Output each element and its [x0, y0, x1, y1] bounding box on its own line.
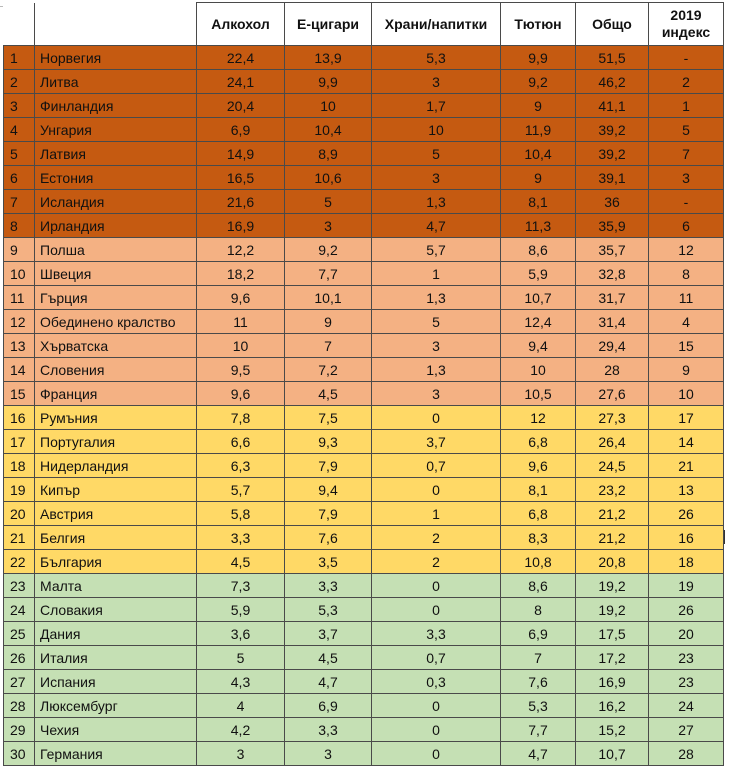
- index-cell: 23: [649, 646, 724, 670]
- cursor-mark: [724, 530, 725, 544]
- table-row: [4, 622, 724, 646]
- tobacco-cell: 9,2: [501, 70, 576, 94]
- table-row: [4, 190, 724, 214]
- index-cell: 17: [649, 406, 724, 430]
- alcohol-cell: 6,3: [197, 454, 285, 478]
- food-cell: 3: [372, 70, 501, 94]
- food-cell: 0: [372, 598, 501, 622]
- rank-cell: 12: [4, 310, 35, 334]
- table-row: [4, 214, 724, 238]
- rank-cell: 16: [4, 406, 35, 430]
- index-cell: 21: [649, 454, 724, 478]
- alcohol-cell: 14,9: [197, 142, 285, 166]
- tobacco-cell: 9,9: [501, 46, 576, 70]
- rank-cell: 25: [4, 622, 35, 646]
- index-cell: 2: [649, 70, 724, 94]
- country-cell: Хърватска: [35, 334, 197, 358]
- tax-index-table-container: [3, 2, 724, 766]
- table-body: [4, 46, 724, 766]
- index-cell: 1: [649, 94, 724, 118]
- total-cell: 41,1: [576, 94, 649, 118]
- country-cell: Франция: [35, 382, 197, 406]
- rank-cell: 27: [4, 670, 35, 694]
- rank-cell: 20: [4, 502, 35, 526]
- table-row: [4, 118, 724, 142]
- index-cell: -: [649, 46, 724, 70]
- table-row: [4, 262, 724, 286]
- food-cell: 0: [372, 406, 501, 430]
- alcohol-cell: 18,2: [197, 262, 285, 286]
- table-row: [4, 94, 724, 118]
- table-row: [4, 526, 724, 550]
- food-cell: 1: [372, 262, 501, 286]
- tobacco-cell: 8,6: [501, 574, 576, 598]
- rank-cell: 28: [4, 694, 35, 718]
- table-row: [4, 718, 724, 742]
- tobacco-cell: 9: [501, 166, 576, 190]
- rank-cell: 9: [4, 238, 35, 262]
- total-cell: 51,5: [576, 46, 649, 70]
- country-cell: Ирландия: [35, 214, 197, 238]
- table-row: [4, 310, 724, 334]
- rank-cell: 3: [4, 94, 35, 118]
- alcohol-cell: 5,8: [197, 502, 285, 526]
- index-cell: 28: [649, 742, 724, 766]
- country-cell: Малта: [35, 574, 197, 598]
- table-row: [4, 478, 724, 502]
- index-cell: 26: [649, 502, 724, 526]
- country-cell: Нидерландия: [35, 454, 197, 478]
- food-cell: 3: [372, 334, 501, 358]
- tobacco-cell: 12: [501, 406, 576, 430]
- total-cell: 16,2: [576, 694, 649, 718]
- country-cell: Италия: [35, 646, 197, 670]
- index-cell: 8: [649, 262, 724, 286]
- index-cell: 19: [649, 574, 724, 598]
- table-row: [4, 430, 724, 454]
- rank-cell: 17: [4, 430, 35, 454]
- ecig-cell: 5,3: [285, 598, 372, 622]
- tobacco-cell: 7,6: [501, 670, 576, 694]
- ecig-cell: 3,3: [285, 574, 372, 598]
- tobacco-cell: 5,3: [501, 694, 576, 718]
- ecig-cell: 6,9: [285, 694, 372, 718]
- tobacco-cell: 8,3: [501, 526, 576, 550]
- country-cell: Гърция: [35, 286, 197, 310]
- total-cell: 27,3: [576, 406, 649, 430]
- table-row: [4, 286, 724, 310]
- tobacco-cell: 6,9: [501, 622, 576, 646]
- header-country: [35, 3, 197, 46]
- table-row: [4, 70, 724, 94]
- header-ecig: Е-цигари: [285, 3, 372, 46]
- country-cell: Словакия: [35, 598, 197, 622]
- country-cell: Латвия: [35, 142, 197, 166]
- ecig-cell: 3,7: [285, 622, 372, 646]
- index-cell: 24: [649, 694, 724, 718]
- alcohol-cell: 5: [197, 646, 285, 670]
- tobacco-cell: 5,9: [501, 262, 576, 286]
- tobacco-cell: 10,4: [501, 142, 576, 166]
- rank-cell: 13: [4, 334, 35, 358]
- table-row: [4, 742, 724, 766]
- tobacco-cell: 7,7: [501, 718, 576, 742]
- tobacco-cell: 8: [501, 598, 576, 622]
- ecig-cell: 10,6: [285, 166, 372, 190]
- country-cell: Дания: [35, 622, 197, 646]
- rank-cell: 8: [4, 214, 35, 238]
- rank-cell: 23: [4, 574, 35, 598]
- table-row: [4, 166, 724, 190]
- total-cell: 31,4: [576, 310, 649, 334]
- header-tobacco: Тютюн: [501, 3, 576, 46]
- rank-cell: 6: [4, 166, 35, 190]
- alcohol-cell: 21,6: [197, 190, 285, 214]
- index-cell: 13: [649, 478, 724, 502]
- food-cell: 0,7: [372, 454, 501, 478]
- total-cell: 21,2: [576, 526, 649, 550]
- index-cell: 15: [649, 334, 724, 358]
- rank-cell: 26: [4, 646, 35, 670]
- alcohol-cell: 5,7: [197, 478, 285, 502]
- table-row: [4, 454, 724, 478]
- total-cell: 36: [576, 190, 649, 214]
- rank-cell: 7: [4, 190, 35, 214]
- food-cell: 0,7: [372, 646, 501, 670]
- table-row: [4, 694, 724, 718]
- alcohol-cell: 16,5: [197, 166, 285, 190]
- ecig-cell: 3: [285, 214, 372, 238]
- country-cell: Литва: [35, 70, 197, 94]
- total-cell: 10,7: [576, 742, 649, 766]
- total-cell: 39,1: [576, 166, 649, 190]
- alcohol-cell: 3,6: [197, 622, 285, 646]
- total-cell: 23,2: [576, 478, 649, 502]
- tobacco-cell: 9,6: [501, 454, 576, 478]
- food-cell: 1,7: [372, 94, 501, 118]
- table-row: [4, 406, 724, 430]
- total-cell: 27,6: [576, 382, 649, 406]
- table-row: [4, 574, 724, 598]
- ecig-cell: 13,9: [285, 46, 372, 70]
- food-cell: 5,7: [372, 238, 501, 262]
- index-cell: 14: [649, 430, 724, 454]
- food-cell: 3: [372, 166, 501, 190]
- alcohol-cell: 22,4: [197, 46, 285, 70]
- rank-cell: 19: [4, 478, 35, 502]
- food-cell: 2: [372, 526, 501, 550]
- total-cell: 46,2: [576, 70, 649, 94]
- country-cell: Норвегия: [35, 46, 197, 70]
- index-cell: 23: [649, 670, 724, 694]
- country-cell: Испания: [35, 670, 197, 694]
- country-cell: Чехия: [35, 718, 197, 742]
- food-cell: 0: [372, 574, 501, 598]
- total-cell: 32,8: [576, 262, 649, 286]
- tobacco-cell: 4,7: [501, 742, 576, 766]
- ecig-cell: 9,4: [285, 478, 372, 502]
- ecig-cell: 7,9: [285, 454, 372, 478]
- index-cell: 11: [649, 286, 724, 310]
- index-cell: 16: [649, 526, 724, 550]
- ecig-cell: 7,9: [285, 502, 372, 526]
- country-cell: Швеция: [35, 262, 197, 286]
- tobacco-cell: 10: [501, 358, 576, 382]
- header-total: Общо: [576, 3, 649, 46]
- food-cell: 3,3: [372, 622, 501, 646]
- alcohol-cell: 7,3: [197, 574, 285, 598]
- total-cell: 16,9: [576, 670, 649, 694]
- total-cell: 19,2: [576, 598, 649, 622]
- country-cell: Полша: [35, 238, 197, 262]
- alcohol-cell: 4,2: [197, 718, 285, 742]
- ecig-cell: 9,2: [285, 238, 372, 262]
- tobacco-cell: 10,8: [501, 550, 576, 574]
- ecig-cell: 7: [285, 334, 372, 358]
- table-row: [4, 550, 724, 574]
- index-cell: 18: [649, 550, 724, 574]
- food-cell: 5: [372, 310, 501, 334]
- country-cell: Португалия: [35, 430, 197, 454]
- index-cell: 3: [649, 166, 724, 190]
- ecig-cell: 7,5: [285, 406, 372, 430]
- header-index-year: 2019: [670, 7, 702, 23]
- ecig-cell: 4,5: [285, 646, 372, 670]
- ecig-cell: 9: [285, 310, 372, 334]
- rank-cell: 5: [4, 142, 35, 166]
- rank-cell: 24: [4, 598, 35, 622]
- rank-cell: 1: [4, 46, 35, 70]
- tobacco-cell: 10,7: [501, 286, 576, 310]
- table-row: [4, 382, 724, 406]
- tobacco-cell: 9,4: [501, 334, 576, 358]
- total-cell: 31,7: [576, 286, 649, 310]
- index-cell: 9: [649, 358, 724, 382]
- ecig-cell: 3,3: [285, 718, 372, 742]
- food-cell: 2: [372, 550, 501, 574]
- table-row: [4, 670, 724, 694]
- total-cell: 35,9: [576, 214, 649, 238]
- index-cell: 12: [649, 238, 724, 262]
- ecig-cell: 10: [285, 94, 372, 118]
- alcohol-cell: 5,9: [197, 598, 285, 622]
- tobacco-cell: 11,9: [501, 118, 576, 142]
- tobacco-cell: 10,5: [501, 382, 576, 406]
- food-cell: 0,3: [372, 670, 501, 694]
- total-cell: 26,4: [576, 430, 649, 454]
- alcohol-cell: 9,5: [197, 358, 285, 382]
- total-cell: 39,2: [576, 118, 649, 142]
- food-cell: 3,7: [372, 430, 501, 454]
- ecig-cell: 8,9: [285, 142, 372, 166]
- country-cell: България: [35, 550, 197, 574]
- rank-cell: 29: [4, 718, 35, 742]
- tobacco-cell: 6,8: [501, 430, 576, 454]
- index-cell: 20: [649, 622, 724, 646]
- country-cell: Словения: [35, 358, 197, 382]
- alcohol-cell: 3,3: [197, 526, 285, 550]
- alcohol-cell: 4,3: [197, 670, 285, 694]
- tobacco-cell: 8,1: [501, 190, 576, 214]
- rank-cell: 18: [4, 454, 35, 478]
- ecig-cell: 10,4: [285, 118, 372, 142]
- food-cell: 5: [372, 142, 501, 166]
- country-cell: Люксембург: [35, 694, 197, 718]
- header-row: [4, 3, 724, 46]
- alcohol-cell: 12,2: [197, 238, 285, 262]
- index-cell: 5: [649, 118, 724, 142]
- table-row: [4, 358, 724, 382]
- total-cell: 21,2: [576, 502, 649, 526]
- header-food: Храни/напитки: [372, 3, 501, 46]
- tobacco-cell: 6,8: [501, 502, 576, 526]
- food-cell: 0: [372, 718, 501, 742]
- rank-cell: 10: [4, 262, 35, 286]
- rank-cell: 14: [4, 358, 35, 382]
- tobacco-cell: 8,1: [501, 478, 576, 502]
- alcohol-cell: 20,4: [197, 94, 285, 118]
- table-row: [4, 646, 724, 670]
- tobacco-cell: 7: [501, 646, 576, 670]
- alcohol-cell: 3: [197, 742, 285, 766]
- rank-cell: 30: [4, 742, 35, 766]
- country-cell: Германия: [35, 742, 197, 766]
- alcohol-cell: 10: [197, 334, 285, 358]
- index-cell: 7: [649, 142, 724, 166]
- index-cell: -: [649, 190, 724, 214]
- alcohol-cell: 7,8: [197, 406, 285, 430]
- total-cell: 20,8: [576, 550, 649, 574]
- food-cell: 4,7: [372, 214, 501, 238]
- ecig-cell: 7,7: [285, 262, 372, 286]
- country-cell: Австрия: [35, 502, 197, 526]
- food-cell: 5,3: [372, 46, 501, 70]
- header-index-label: индекс: [661, 24, 711, 40]
- table-row: [4, 142, 724, 166]
- alcohol-cell: 9,6: [197, 286, 285, 310]
- food-cell: 3: [372, 382, 501, 406]
- index-cell: 27: [649, 718, 724, 742]
- country-cell: Унгария: [35, 118, 197, 142]
- food-cell: 0: [372, 694, 501, 718]
- total-cell: 39,2: [576, 142, 649, 166]
- food-cell: 1,3: [372, 190, 501, 214]
- rank-cell: 11: [4, 286, 35, 310]
- index-cell: 10: [649, 382, 724, 406]
- total-cell: 35,7: [576, 238, 649, 262]
- ecig-cell: 9,9: [285, 70, 372, 94]
- alcohol-cell: 24,1: [197, 70, 285, 94]
- table-row: [4, 238, 724, 262]
- header-alcohol: Алкохол: [197, 3, 285, 46]
- alcohol-cell: 11: [197, 310, 285, 334]
- table-row: [4, 334, 724, 358]
- total-cell: 17,5: [576, 622, 649, 646]
- country-cell: Обединено кралство: [35, 310, 197, 334]
- ecig-cell: 5: [285, 190, 372, 214]
- index-cell: 6: [649, 214, 724, 238]
- header-rank: [4, 3, 35, 46]
- ecig-cell: 10,1: [285, 286, 372, 310]
- food-cell: 10: [372, 118, 501, 142]
- ecig-cell: 7,6: [285, 526, 372, 550]
- alcohol-cell: 6,6: [197, 430, 285, 454]
- total-cell: 24,5: [576, 454, 649, 478]
- tobacco-cell: 11,3: [501, 214, 576, 238]
- ecig-cell: 9,3: [285, 430, 372, 454]
- food-cell: 1,3: [372, 286, 501, 310]
- index-cell: 26: [649, 598, 724, 622]
- tax-index-table: [3, 2, 724, 766]
- header-index: [649, 3, 724, 46]
- food-cell: 0: [372, 478, 501, 502]
- alcohol-cell: 4,5: [197, 550, 285, 574]
- rank-cell: 4: [4, 118, 35, 142]
- alcohol-cell: 6,9: [197, 118, 285, 142]
- food-cell: 1: [372, 502, 501, 526]
- rank-cell: 21: [4, 526, 35, 550]
- total-cell: 17,2: [576, 646, 649, 670]
- total-cell: 19,2: [576, 574, 649, 598]
- total-cell: 28: [576, 358, 649, 382]
- total-cell: 15,2: [576, 718, 649, 742]
- country-cell: Кипър: [35, 478, 197, 502]
- alcohol-cell: 9,6: [197, 382, 285, 406]
- country-cell: Исландия: [35, 190, 197, 214]
- country-cell: Финландия: [35, 94, 197, 118]
- rank-cell: 15: [4, 382, 35, 406]
- food-cell: 0: [372, 742, 501, 766]
- country-cell: Естония: [35, 166, 197, 190]
- ecig-cell: 3,5: [285, 550, 372, 574]
- table-row: [4, 46, 724, 70]
- country-cell: Белгия: [35, 526, 197, 550]
- ecig-cell: 3: [285, 742, 372, 766]
- tobacco-cell: 12,4: [501, 310, 576, 334]
- ecig-cell: 4,7: [285, 670, 372, 694]
- tobacco-cell: 9: [501, 94, 576, 118]
- total-cell: 29,4: [576, 334, 649, 358]
- food-cell: 1,3: [372, 358, 501, 382]
- country-cell: Румъния: [35, 406, 197, 430]
- index-cell: 4: [649, 310, 724, 334]
- rank-cell: 2: [4, 70, 35, 94]
- table-row: [4, 598, 724, 622]
- ecig-cell: 7,2: [285, 358, 372, 382]
- alcohol-cell: 4: [197, 694, 285, 718]
- alcohol-cell: 16,9: [197, 214, 285, 238]
- rank-cell: 22: [4, 550, 35, 574]
- ecig-cell: 4,5: [285, 382, 372, 406]
- table-row: [4, 502, 724, 526]
- tobacco-cell: 8,6: [501, 238, 576, 262]
